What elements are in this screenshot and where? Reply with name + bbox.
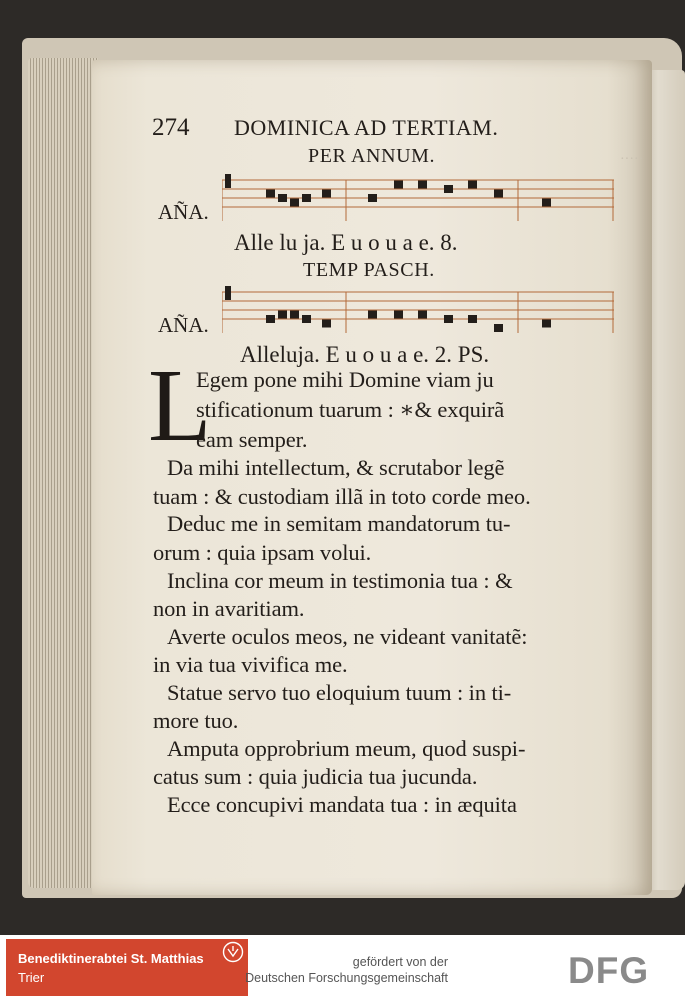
chant-note — [418, 181, 427, 189]
section-title-per-annum: PER ANNUM. — [308, 145, 436, 167]
drop-cap-initial: L — [148, 348, 212, 463]
psalm-line: in via tua vivifica me. — [153, 652, 348, 677]
chant-note — [278, 194, 287, 202]
chant-note — [444, 185, 453, 193]
chant-staff-2 — [222, 286, 614, 334]
antiphon-label: AÑA. — [158, 313, 209, 337]
clef-mark — [225, 286, 231, 300]
psalm-line: Inclina cor meum in testimonia tua : & — [167, 568, 513, 593]
psalm-line: stificationum tuarum : ∗& exquirã — [196, 397, 505, 422]
section-title-temp-pasch: TEMP PASCH. — [303, 259, 435, 281]
psalm-line: Averte oculos meos, ne videant vanitatẽ: — [167, 624, 528, 649]
chant-note — [418, 311, 427, 319]
chant-note — [368, 194, 377, 202]
chant-note — [494, 324, 503, 332]
chant-note — [494, 190, 503, 198]
chant-note — [444, 315, 453, 323]
funding-text-line2: Deutschen Forschungsgemeinschaft — [245, 971, 448, 985]
chant-note — [542, 320, 551, 328]
chant-note — [302, 315, 311, 323]
psalm-line: Egem pone mihi Domine viam ju — [196, 367, 494, 392]
antiphon-label: AÑA. — [158, 200, 209, 224]
psalm-line: Amputa opprobrium meum, quod suspi- — [167, 736, 526, 761]
chant-note — [266, 315, 275, 323]
page-number: 274 — [152, 114, 190, 141]
chant-note — [290, 311, 299, 319]
abbey-emblem-icon — [222, 941, 244, 963]
psalm-line: Da mihi intellectum, & scrutabor legẽ — [167, 455, 505, 480]
psalm-line: tuam : & custodiam illã in toto corde meo. — [153, 484, 531, 509]
chant-note — [368, 311, 377, 319]
dfg-logo[interactable]: DFG — [568, 950, 650, 991]
psalm-line: Ecce concupivi mandata tua : in æquita — [167, 792, 517, 817]
library-name: Benediktinerabtei St. Matthias — [18, 951, 204, 966]
chant-note — [394, 181, 403, 189]
chant-note — [266, 190, 275, 198]
chant-staff-1 — [222, 174, 614, 222]
running-head: DOMINICA AD TERTIAM. — [234, 115, 499, 140]
chant-note — [302, 194, 311, 202]
library-logo[interactable] — [6, 939, 248, 996]
chant-note — [278, 311, 287, 319]
chant-note — [290, 199, 299, 207]
library-city: Trier — [18, 970, 45, 985]
chant-lyric-2: Alleluja. E u o u a e. 2. PS. — [240, 342, 490, 367]
chant-lyric-1: Alle lu ja. E u o u a e. 8. — [234, 230, 458, 255]
psalm-line: orum : quia ipsam volui. — [153, 540, 372, 565]
chant-note — [322, 320, 331, 328]
chant-note — [394, 311, 403, 319]
page-edges-left — [28, 58, 98, 888]
psalm-line: non in avaritiam. — [153, 596, 305, 621]
chant-note — [322, 190, 331, 198]
psalm-line: more tuo. — [153, 708, 239, 733]
psalm-line: Statue servo tuo eloquium tuum : in ti- — [167, 680, 512, 705]
psalm-line: catus sum : quia judicia tua jucunda. — [153, 764, 478, 789]
bleed-through-text: ····· — [620, 152, 644, 167]
chant-note — [468, 181, 477, 189]
psalm-line: eam semper. — [196, 427, 308, 452]
psalm-line: Deduc me in semitam mandatorum tu- — [167, 511, 511, 536]
chant-note — [542, 199, 551, 207]
funding-text-line1: gefördert von der — [352, 955, 448, 969]
clef-mark — [225, 174, 231, 188]
chant-note — [468, 315, 477, 323]
